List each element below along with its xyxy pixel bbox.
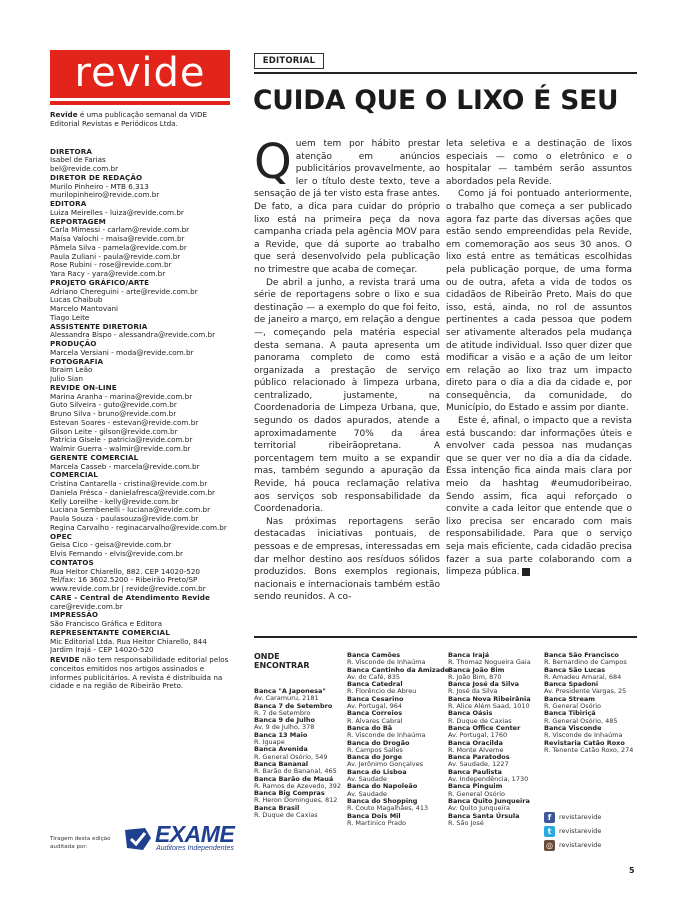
stands-rule: [254, 636, 637, 638]
stand-address: R. Duque de Caxias: [448, 716, 512, 725]
stand-name: Banca Nova Ribeirânia: [448, 694, 531, 703]
social-row[interactable]: [544, 838, 601, 852]
masthead-section-title: DIRETOR DE REDAÇÃO: [50, 172, 143, 182]
masthead-section-title: REPORTAGEM: [50, 216, 106, 226]
stand-address: R. Campos Salles: [347, 745, 403, 754]
masthead-section-title: PROJETO GRÁFICO/ARTE: [50, 277, 150, 287]
stand-name: Banca Correios: [347, 709, 403, 718]
stands-title-line1: ONDE: [254, 652, 280, 661]
masthead-line[interactable]: Rose Rubini - rose@revide.com.br: [50, 261, 172, 270]
article-headline: CUIDA QUE O LIXO É SEU: [253, 85, 619, 116]
stand-address: R. Amadeu Amaral, 684: [544, 672, 622, 681]
stand-address: R. Ramos de Azevedo, 392: [254, 781, 342, 790]
article-column-1: [254, 134, 440, 604]
stand-address: R. Martinico Prado: [347, 818, 407, 827]
stand-address: Av. Saudade: [347, 775, 388, 784]
masthead-line: Marcelo Mantovani: [50, 305, 119, 313]
stand-address: R. Visconde de Inhaúma: [347, 731, 426, 740]
stand-name: Banca do Bã: [347, 723, 393, 732]
masthead-section-title: DIRETORA: [50, 146, 92, 156]
article-paragraph: De abril a junho, a revista trará uma série de reportagens sobre o lixo e sua destinação — a exemplo do que foi feito, de janeiro a março, em relação a dengue —, começando pela matéria especial desta semana. A pauta apresenta um panorama completo de como está organizada a prestação de serviço público relacionado à limpeza urbana, centralizado, justamente, na Coordenadoria de Limpeza Urbana, que, segundo os dados apurados, atende a aproximadamente 70% da área territorial ribeirãopretana. A porcentagem tem muito a se expandir mas, também segundo a apuração da Revide, há pouca reclamação relativa aos serviços sob responsabilidade da Coordenadoria.: [254, 277, 440, 515]
stand-address: R. Thomaz Nogueira Gaia: [448, 658, 531, 667]
stand-name: Banca Oásis: [448, 709, 493, 718]
masthead-section-title: IMPRESSÃO: [50, 610, 99, 620]
stand-address: R. Bernardino de Campos: [544, 658, 627, 667]
stand-name: Banca São Francisco: [544, 651, 619, 659]
stand-address: R. Álvares Cabral: [347, 716, 403, 725]
stand-address: Av. Portugal, 964: [347, 702, 402, 711]
logo-text: revide: [74, 50, 206, 96]
masthead-line[interactable]: Cristina Cantarella - cristina@revide.com.br: [50, 480, 208, 488]
stand-address: Av. 9 de Julho, 378: [254, 723, 315, 732]
masthead-line[interactable]: Marina Aranha - marina@revide.com.br: [50, 392, 193, 401]
masthead-line: Isabel de Farias: [50, 156, 106, 165]
masthead-line[interactable]: Carla Mimessi - carlam@revide.com.br: [50, 226, 190, 235]
masthead-line[interactable]: Pâmela Silva - pamela@revide.com.br: [50, 243, 187, 252]
masthead-disclaimer: [50, 656, 236, 691]
stand-address: Av. do Café, 835: [347, 672, 401, 681]
masthead-line: Mic Editorial Ltda. Rua Heitor Chiarello, 844: [50, 637, 207, 646]
masthead-section-title: CONTATOS: [50, 557, 94, 567]
social-row[interactable]: [544, 824, 601, 838]
stand-name: Banca do Shopping: [347, 796, 418, 805]
masthead-line[interactable]: Luciana Sembenelli - luciana@revide.com.br: [50, 506, 211, 515]
stand-name: Banca José da Silva: [448, 680, 519, 689]
exame-title: EXAME: [155, 821, 235, 847]
masthead-disclaimer-brand: REVIDE: [50, 655, 80, 664]
twitter-icon: t: [544, 826, 555, 837]
masthead-line[interactable]: Marcela Versiani - moda@revide.com.br: [50, 348, 194, 357]
article-paragraph-text: Este é, afinal, o impacto que a revista está buscando: dar informações úteis e envolver cada pessoa nas mudanças que se quer ver no dia a dia da cidade. Essa intenção fica ainda mais clara por meio da hashtag #eumudoribeirao. Sendo assim, fica aqui reforçado o convite a cada leitor que entende que o lixo precisa ser encarado com mais responsabilidade. Para que o serviço seja mais eficiente, cada cidadão precisa fazer a sua parte colaborando com a limpeza pública.: [446, 416, 632, 578]
masthead-line[interactable]: Alessandra Bispo - alessandra@revide.com.br: [50, 331, 216, 340]
stand-address: R. Heron Domingues, 812: [254, 796, 338, 805]
stand-address: R. João Bim, 870: [448, 672, 502, 681]
masthead-line: Ibraim Leão: [50, 366, 93, 375]
masthead-section-title: ASSISTENTE DIRETORIA: [50, 321, 148, 331]
stands-column: [448, 652, 548, 827]
social-label: revistarevide: [559, 841, 602, 849]
stand-name: Banca Brasil: [254, 803, 300, 812]
stand-name: Banca do Napoleão: [347, 782, 418, 791]
masthead-line: Lucas Chaibub: [50, 296, 103, 305]
facebook-icon: f: [544, 812, 555, 823]
masthead-line[interactable]: Patrícia Gisele - patricia@revide.com.br: [50, 436, 193, 445]
masthead-line[interactable]: Luiza Meirelles - luiza@revide.com.br: [50, 208, 184, 217]
stand-address: R. General Osório, 485: [544, 716, 618, 725]
exame-seal-icon: [123, 826, 153, 852]
masthead-line: Jardim Irajá - CEP 14020-520: [50, 646, 154, 655]
stand-name: Banca Oracilda: [448, 738, 503, 747]
stand-name: Banca Cantinho da Amizade: [347, 665, 450, 674]
stand-address: R. Visconde de Inhaúma: [347, 658, 426, 667]
stand-name: Banca São Lucas: [544, 665, 606, 674]
masthead-section-title: FOTOGRAFIA: [50, 356, 104, 366]
stand-name: Banca Bananal: [254, 759, 309, 768]
stand-address: Av. Quito Junqueira: [448, 804, 511, 813]
masthead-sections: [50, 148, 236, 656]
masthead-section-title: EDITORA: [50, 199, 87, 208]
social-label: revistarevide: [559, 827, 602, 835]
stand-name: Banca Irajá: [448, 651, 490, 659]
end-mark-icon: r: [522, 568, 530, 576]
article-paragraph: Nas próximas reportagens serão destacadas iniciativas pontuais, de pessoas e de empresas, interessadas em dar melhor destino aos resíduos sólidos produzidos. Bons exemplos regionais, nacionais e internacionais também estão sendo reunidos. A co-: [254, 516, 440, 603]
masthead-line[interactable]: Geisa Cico - geisa@revide.com.br: [50, 541, 172, 550]
masthead-line[interactable]: Adriano Chereguini - arte@revide.com.br: [50, 287, 198, 296]
stand-name: Banca Avenida: [254, 745, 308, 754]
stand-address: R. Tenente Catão Roxo, 274: [544, 745, 634, 754]
stand-address: R. José da Silva: [448, 687, 498, 696]
stand-address: R. General Osório, 549: [254, 752, 328, 761]
masthead-line: Julio Sian: [50, 375, 83, 383]
stand-name: Banca Paratodos: [448, 753, 510, 762]
page-number: 5: [629, 866, 635, 875]
stand-address: Av. Saudade: [347, 789, 388, 798]
stand-address: Av. Saudade, 1227: [448, 760, 509, 769]
article-paragraph: leta seletiva e a destinação de lixos especiais — como o eletrônico e o hospitalar — também serão assuntos abordados pela Revide.: [446, 139, 632, 187]
masthead-line[interactable]: Elvis Fernando - elvis@revide.com.br: [50, 550, 183, 558]
stand-name: Banca Camões: [347, 651, 401, 659]
stand-name: Banca Catedral: [347, 680, 403, 689]
stand-name: Banca 13 Maio: [254, 730, 308, 739]
article-paragraph-last: [446, 415, 632, 579]
stands-title: [254, 652, 310, 670]
stand-address: R. General Osório: [448, 789, 506, 798]
stand-address: R. Alice Além Saad, 1010: [448, 702, 530, 711]
masthead-intro-brand: Revide: [50, 110, 78, 119]
stand-name: Banca Barão de Mauá: [254, 774, 334, 783]
masthead-section-title: REVIDE ON-LINE: [50, 382, 117, 392]
headline-rule: [254, 72, 637, 74]
stand-name: Banca do Lisboa: [347, 767, 407, 776]
masthead-line: São Francisco Gráfica e Editora: [50, 620, 162, 628]
article-column-2: [446, 138, 632, 579]
stands-column: [544, 652, 644, 754]
drop-cap: Q: [254, 134, 292, 190]
stand-name: Banca Office Center: [448, 723, 521, 732]
masthead-line[interactable]: Bruno Silva - bruno@revide.com.br: [50, 410, 177, 418]
masthead-line[interactable]: Regina Carvalho - reginacarvalho@revide.com.br: [50, 523, 227, 532]
stand-address: R. Florêncio de Abreu: [347, 687, 417, 696]
social-label: revistarevide: [559, 813, 602, 821]
stand-address: Av. Caramuru, 2181: [254, 694, 319, 703]
stand-name: Banca Cesarino: [347, 694, 404, 703]
masthead-intro-text: é uma publicação semanal da VIDE Editorial Revistas e Periódicos Ltda.: [50, 110, 208, 128]
masthead-section-title: REPRESENTANTE COMERCIAL: [50, 627, 170, 637]
stand-name: Banca Spadoni: [544, 680, 599, 689]
masthead-line[interactable]: Paula Zuliani - paula@revide.com.br: [50, 252, 181, 261]
stand-name: Banca Santa Úrsula: [448, 811, 520, 820]
masthead-line[interactable]: www.revide.com.br | revide@revide.com.br: [50, 585, 206, 593]
masthead-line[interactable]: Kelly Loreilhe - kelly@revide.com.br: [50, 497, 179, 506]
masthead-section-title: OPEC: [50, 531, 72, 541]
instagram-icon: ◎: [544, 840, 555, 851]
stand-name: Banca 7 de Setembro: [254, 701, 333, 710]
masthead-line[interactable]: Gilson Leite - gilson@revide.com.br: [50, 427, 178, 436]
stand-name: Banca "A Japonesa": [254, 687, 326, 695]
stand-address: Av. Independência, 1730: [448, 775, 529, 784]
stand-name: Banca 9 de Julho: [254, 716, 315, 725]
masthead-line: Rua Heitor Chiarello, 882. CEP 14020-520: [50, 567, 200, 576]
masthead-disclaimer-text: não tem responsabilidade editorial pelos conceitos emitidos nos artigos assinados e informes publicitários. A revista é distribuída na cidade e na região de Ribeirão Preto.: [50, 655, 229, 691]
masthead-section-title: COMERCIAL: [50, 470, 98, 480]
revide-logo: [50, 50, 230, 98]
stand-address: R. General Osório: [544, 702, 602, 711]
masthead-line[interactable]: Guto Silveira - guto@revide.com.br: [50, 401, 177, 410]
masthead-line: Tel/fax: 16 3602.5200 - Ribeirão Preto/SP: [50, 576, 198, 585]
masthead-line[interactable]: Marcela Casseb - marcela@revide.com.br: [50, 462, 200, 471]
masthead: [50, 111, 236, 691]
tiragem-note: Tiragem desta edição auditada por:: [50, 836, 111, 850]
logo-rule: [50, 101, 230, 105]
masthead-line: Tiago Leite: [50, 313, 90, 322]
masthead-line[interactable]: bel@revide.com.br: [50, 165, 119, 173]
masthead-section-title: GERENTE COMERCIAL: [50, 452, 139, 462]
stand-name: Banca do Drogão: [347, 738, 410, 747]
masthead-line[interactable]: Walmir Guerra - walmir@revide.com.br: [50, 445, 191, 453]
masthead-line[interactable]: Estevan Soares - estevan@revide.com.br: [50, 418, 199, 427]
stand-name: Banca Tibiriçá: [544, 709, 596, 718]
section-tag: EDITORIAL: [254, 53, 324, 69]
stand-address: R. Duque de Caxias: [254, 811, 318, 820]
masthead-line[interactable]: murilopinheiro@revide.com.br: [50, 191, 160, 200]
article-paragraph: uem tem por hábito prestar atenção em anúncios publicitários provavelmente, ao ler o título deste texto, teve a sensação de já ter visto esta frase antes. De fato, a dica para cuidar do próprio lixo está na primeira peça da nova campanha criada pela agência MOV para a Revide, que dá suporte ao trabalho que será desenvolvido pela publicação no trimestre que acaba de começar.: [254, 139, 440, 275]
masthead-line[interactable]: Yara Racy - yara@revide.com.br: [50, 270, 166, 278]
masthead-intro: [50, 111, 236, 129]
stands-column: [254, 688, 354, 819]
masthead-section-title: CARE - Central de Atendimento Revide: [50, 592, 210, 602]
stand-name: Banca Quito Junqueira: [448, 796, 530, 805]
masthead-line[interactable]: Maísa Valochi - maisa@revide.com.br: [50, 235, 185, 243]
stand-address: R. Iguape: [254, 738, 285, 747]
stand-address: R. Barão do Bananal, 465: [254, 767, 337, 776]
stand-name: Banca Big Compras: [254, 789, 325, 798]
social-row[interactable]: [544, 810, 601, 824]
stand-address: R. São José: [448, 818, 484, 827]
masthead-line[interactable]: Daniela Frésca - danielafresca@revide.com.br: [50, 488, 215, 497]
stand-address: R. Monte Alverne: [448, 745, 504, 754]
stand-address: Av. Jerônimo Gonçalves: [347, 760, 423, 769]
stand-name: Revistaria Catão Roxo: [544, 738, 625, 747]
masthead-line[interactable]: Paula Souza - paulasouza@revide.com.br: [50, 515, 199, 523]
stand-name: Banca João Bim: [448, 665, 505, 674]
stand-address: R. Couto Magalhães, 413: [347, 804, 429, 813]
stand-name: Banca Paulista: [448, 767, 502, 776]
masthead-line: Murilo Pinheiro - MTB 6.313: [50, 182, 149, 191]
stand-name: Banca do Jorge: [347, 753, 403, 762]
stand-name: Banca Dois Mil: [347, 811, 401, 820]
article-paragraph: Como já foi pontuado anteriormente, o trabalho que começa a ser publicado agora faz parte das diversas ações que estão sendo empreendidas pela Revide, em comemoração aos seus 30 anos. O lixo está entre as temáticas escolhidas pela publicação porque, de uma forma ou de outra, afeta a vida de todos os cidadãos de Ribeirão Preto. Mais do que isso, está, ainda, no rol de assuntos pertinentes a cada pessoa que podem ser ativamente alterados pela mudança de atitude individual. Isso quer dizer que modificar a visão e a ação de um leitor em relação ao lixo traz um impacto direto para o dia a dia da cidade e, por consequência, da comunidade, do Município, do Estado e assim por diante.: [446, 189, 632, 414]
stand-name: Banca Pinguim: [448, 782, 503, 791]
stand-address: Av. Presidente Vargas, 25: [544, 687, 627, 696]
stand-address: Av. Portugal, 1760: [448, 731, 508, 740]
stand-name: Banca Stream: [544, 694, 596, 703]
social-links: [544, 810, 601, 852]
stands-title-line2: ENCONTRAR: [254, 661, 310, 670]
masthead-line[interactable]: care@revide.com.br: [50, 602, 123, 611]
stand-address: R. 7 de Setembro: [254, 708, 311, 717]
stand-address: R. Visconde de Inhaúma: [544, 731, 623, 740]
masthead-section-title: PRODUÇÃO: [50, 339, 97, 348]
stands-column: [347, 651, 450, 827]
exame-subtitle: Auditores Independentes: [156, 845, 234, 852]
stand-name: Banca Visconde: [544, 723, 602, 732]
